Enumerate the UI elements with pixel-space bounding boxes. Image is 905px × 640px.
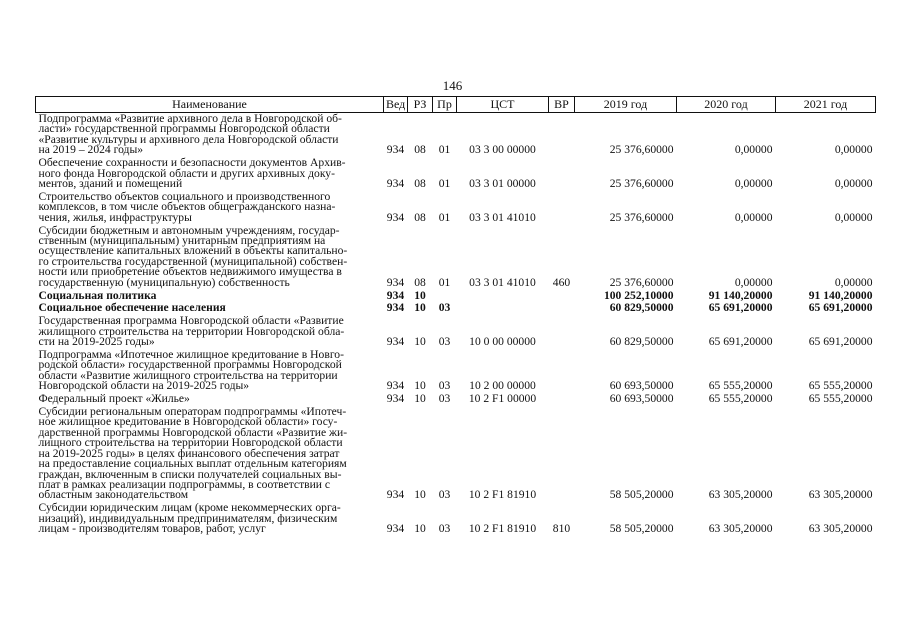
- name-line: Подпрограмма «Развитие архивного дела в Новгородской об-: [38, 112, 342, 125]
- name-line: осуществление капитальных вложений в объекты капитально-: [38, 244, 348, 258]
- table-row: [36, 502, 876, 536]
- page-number: 146: [442, 78, 463, 93]
- cell-2020: 65 555,20000: [708, 379, 773, 393]
- column-header-ved: Вед: [384, 97, 408, 113]
- name-line: области «Развитие жилищного строительства на территории: [38, 368, 338, 382]
- name-line: ности или приобретение объектов недвижимого имущества в: [38, 265, 342, 279]
- cell-vr: [549, 393, 575, 406]
- cell-rz: 10: [414, 288, 426, 302]
- column-header-2021: 2021 год: [776, 97, 876, 113]
- column-header-pr: Пр: [433, 97, 457, 113]
- name-line: ментов, зданий и помещений: [38, 176, 183, 190]
- column-header-cst: ЦСТ: [457, 97, 549, 113]
- cell-ved: 934: [386, 392, 405, 406]
- cell-rz: 10: [414, 392, 426, 406]
- table-row: [36, 113, 876, 158]
- table-row: [36, 225, 876, 290]
- cell-rz: 08: [414, 210, 426, 224]
- cell-2020: 0,00000: [734, 176, 773, 190]
- name-line: ласти» государственной программы Новгородской области: [38, 122, 330, 136]
- name-line: Государственная программа Новгородской области «Развитие: [38, 314, 344, 328]
- cell-pr: 03: [438, 379, 451, 393]
- cell-ved: 934: [386, 301, 405, 315]
- cell-2019: 58 505,20000: [609, 522, 674, 536]
- table-row: [36, 406, 876, 502]
- cell-ved: 934: [386, 288, 405, 302]
- column-header-2020: 2020 год: [677, 97, 776, 113]
- cell-2021: 63 305,20000: [808, 522, 873, 536]
- cell-pr: 01: [438, 143, 451, 157]
- name-line: ное жилищное кредитование в Новгородской области» госу-: [38, 415, 338, 429]
- cell-2021: 65 555,20000: [808, 392, 873, 406]
- cell-vr: [549, 191, 575, 225]
- cell-cst: 10 2 F1 81910: [468, 488, 537, 502]
- cell-vr: [549, 302, 575, 315]
- name-line: Субсидии бюджетным и автономным учреждениям, государ-: [38, 223, 340, 237]
- name-line: ственным (муниципальным) унитарным предприятиям на: [38, 233, 326, 247]
- name-line: граждан, включенным в списки получателей социальных вы-: [38, 467, 342, 481]
- cell-cst: 03 3 01 41010: [469, 275, 536, 289]
- cell-2021: 65 555,20000: [808, 379, 873, 393]
- cell-2021: 0,00000: [834, 176, 873, 190]
- cell-2019: 60 693,50000: [609, 379, 674, 393]
- cell-2021: 0,00000: [834, 275, 873, 289]
- name-line: Федеральный проект «Жилье»: [38, 392, 190, 406]
- cell-2020: 0,00000: [734, 210, 773, 224]
- cell-name: [36, 315, 384, 349]
- cell-vr: [549, 406, 575, 502]
- table-header: [36, 97, 876, 113]
- cell-2019: 60 829,50000: [609, 301, 674, 315]
- cell-2020: 65 555,20000: [708, 392, 773, 406]
- cell-ved: 934: [386, 143, 405, 157]
- cell-2019: 25 376,60000: [609, 275, 674, 289]
- cell-name: [36, 191, 384, 225]
- budget-table: [35, 96, 876, 536]
- cell-2020: 65 691,20000: [708, 335, 773, 349]
- cell-2020: 65 691,20000: [708, 301, 773, 315]
- cell-2020: 0,00000: [734, 275, 773, 289]
- cell-name: [36, 157, 384, 191]
- cell-vr: [549, 157, 575, 191]
- cell-rz: 10: [414, 488, 426, 502]
- name-line: Строительство объектов социального и производственного: [38, 189, 331, 203]
- cell-cst: 03 3 00 00000: [469, 143, 536, 157]
- cell-ved: 934: [386, 488, 405, 502]
- name-line: комплексов, в том числе объектов общегражданского назна-: [38, 200, 336, 214]
- cell-2019: 60 693,50000: [609, 392, 674, 406]
- cell-ved: 934: [386, 379, 405, 393]
- name-line: дарственной программы Новгородской области «Развитие жи-: [38, 425, 348, 439]
- cell-ved: 934: [386, 522, 405, 536]
- cell-ved: 934: [386, 176, 405, 190]
- cell-rz: 10: [414, 522, 426, 536]
- cell-vr: [549, 290, 575, 303]
- cell-cst: 10 2 F1 81910: [468, 522, 537, 536]
- cell-vr: 460: [552, 275, 571, 289]
- name-line: родской области» государственной программы Новгородской: [38, 358, 342, 372]
- cell-vr: [549, 349, 575, 393]
- table-row: [36, 349, 876, 393]
- column-header-vr: ВР: [549, 97, 575, 113]
- cell-2021: 91 140,20000: [808, 288, 873, 302]
- cell-pr: 01: [438, 275, 451, 289]
- cell-cst: [457, 290, 549, 303]
- name-line: лицам - производителям товаров, работ, услуг: [38, 522, 266, 536]
- cell-2019: 25 376,60000: [609, 143, 674, 157]
- cell-name: [36, 349, 384, 393]
- name-line: на предоставление социальных выплат отдельным категориям: [38, 457, 347, 471]
- cell-2019: 25 376,60000: [609, 210, 674, 224]
- cell-cst: 03 3 01 41010: [469, 210, 536, 224]
- name-line: Субсидии региональным операторам подпрограммы «Ипотеч-: [38, 405, 347, 419]
- cell-rz: 10: [414, 335, 426, 349]
- cell-rz: 10: [414, 301, 426, 315]
- cell-name: [36, 113, 384, 158]
- name-line: низаций), индивидуальным предпринимателям, физическим: [38, 511, 338, 525]
- cell-pr: 01: [438, 210, 451, 224]
- cell-cst: 10 2 00 00000: [469, 379, 536, 393]
- cell-2020: 0,00000: [734, 143, 773, 157]
- cell-rz: 08: [414, 275, 426, 289]
- name-line: Социальное обеспечение населения: [38, 301, 226, 315]
- cell-2020: 63 305,20000: [708, 488, 773, 502]
- cell-ved: 934: [386, 335, 405, 349]
- table-row: [36, 315, 876, 349]
- name-line: государственную (муниципальную) собственность: [38, 275, 290, 289]
- cell-2020: 63 305,20000: [708, 522, 773, 536]
- cell-ved: 934: [386, 275, 405, 289]
- cell-rz: 08: [414, 176, 426, 190]
- cell-vr: [549, 113, 575, 158]
- name-line: областным законодательством: [38, 488, 189, 502]
- name-line: жилищного строительства на территории Новгородской обла-: [38, 324, 345, 338]
- cell-pr: 03: [438, 301, 451, 315]
- cell-cst: [457, 302, 549, 315]
- cell-2019: 58 505,20000: [609, 488, 674, 502]
- cell-2021: 65 691,20000: [808, 301, 873, 315]
- cell-ved: 934: [386, 210, 405, 224]
- column-header-2019: 2019 год: [575, 97, 677, 113]
- cell-2019: 25 376,60000: [609, 176, 674, 190]
- cell-cst: 10 2 F1 00000: [468, 392, 537, 406]
- cell-pr: 03: [438, 335, 451, 349]
- cell-vr: 810: [552, 522, 571, 536]
- cell-pr: 03: [438, 522, 451, 536]
- cell-cst: 10 0 00 00000: [469, 335, 536, 349]
- name-line: ного фонда Новгородской области и других архивных доку-: [38, 166, 335, 180]
- cell-2021: 65 691,20000: [808, 335, 873, 349]
- name-line: «Развитие культуры и архивного дела Новгородской области: [38, 132, 339, 146]
- name-line: Субсидии юридическим лицам (кроме некоммерческих орга-: [38, 501, 341, 515]
- name-line: лищного строительства на территории Новгородской области: [38, 436, 343, 450]
- table-row: [36, 157, 876, 191]
- cell-pr: 01: [438, 176, 451, 190]
- cell-name: [36, 406, 384, 502]
- cell-2021: 63 305,20000: [808, 488, 873, 502]
- name-line: чения, жилья, инфраструктуры: [38, 210, 192, 224]
- cell-2021: 0,00000: [834, 210, 873, 224]
- name-line: Подпрограмма «Ипотечное жилищное кредитование в Новго-: [38, 348, 344, 362]
- cell-pr: 03: [438, 392, 451, 406]
- name-line: сти на 2019-2025 годы»: [38, 335, 155, 349]
- cell-pr: 03: [438, 488, 451, 502]
- table-row: [36, 191, 876, 225]
- cell-2019: 100 252,10000: [603, 288, 674, 302]
- cell-name: [36, 225, 384, 290]
- table-body: [36, 113, 876, 536]
- cell-2019: 60 829,50000: [609, 335, 674, 349]
- cell-cst: 03 3 01 00000: [469, 176, 536, 190]
- cell-rz: 08: [414, 143, 426, 157]
- cell-rz: 10: [414, 379, 426, 393]
- name-line: плат в рамках реализации подпрограммы, в соответствии с: [38, 477, 331, 491]
- column-header-rz: РЗ: [408, 97, 433, 113]
- column-header-name: Наименование: [36, 97, 384, 113]
- cell-name: [36, 502, 384, 536]
- name-line: Обеспечение сохранности и безопасности документов Архив-: [38, 156, 346, 170]
- cell-2020: 91 140,20000: [708, 288, 773, 302]
- cell-2021: 0,00000: [834, 143, 873, 157]
- name-line: на 2019-2025 годы» в целях финансового обеспечения затрат: [38, 446, 340, 460]
- name-line: го строительства государственной (муниципальной) собствен-: [38, 254, 348, 268]
- name-line: на 2019 – 2024 годы»: [38, 143, 144, 157]
- name-line: Социальная политика: [38, 288, 157, 302]
- name-line: Новгородской области на 2019-2025 годы»: [38, 379, 250, 393]
- cell-vr: [549, 315, 575, 349]
